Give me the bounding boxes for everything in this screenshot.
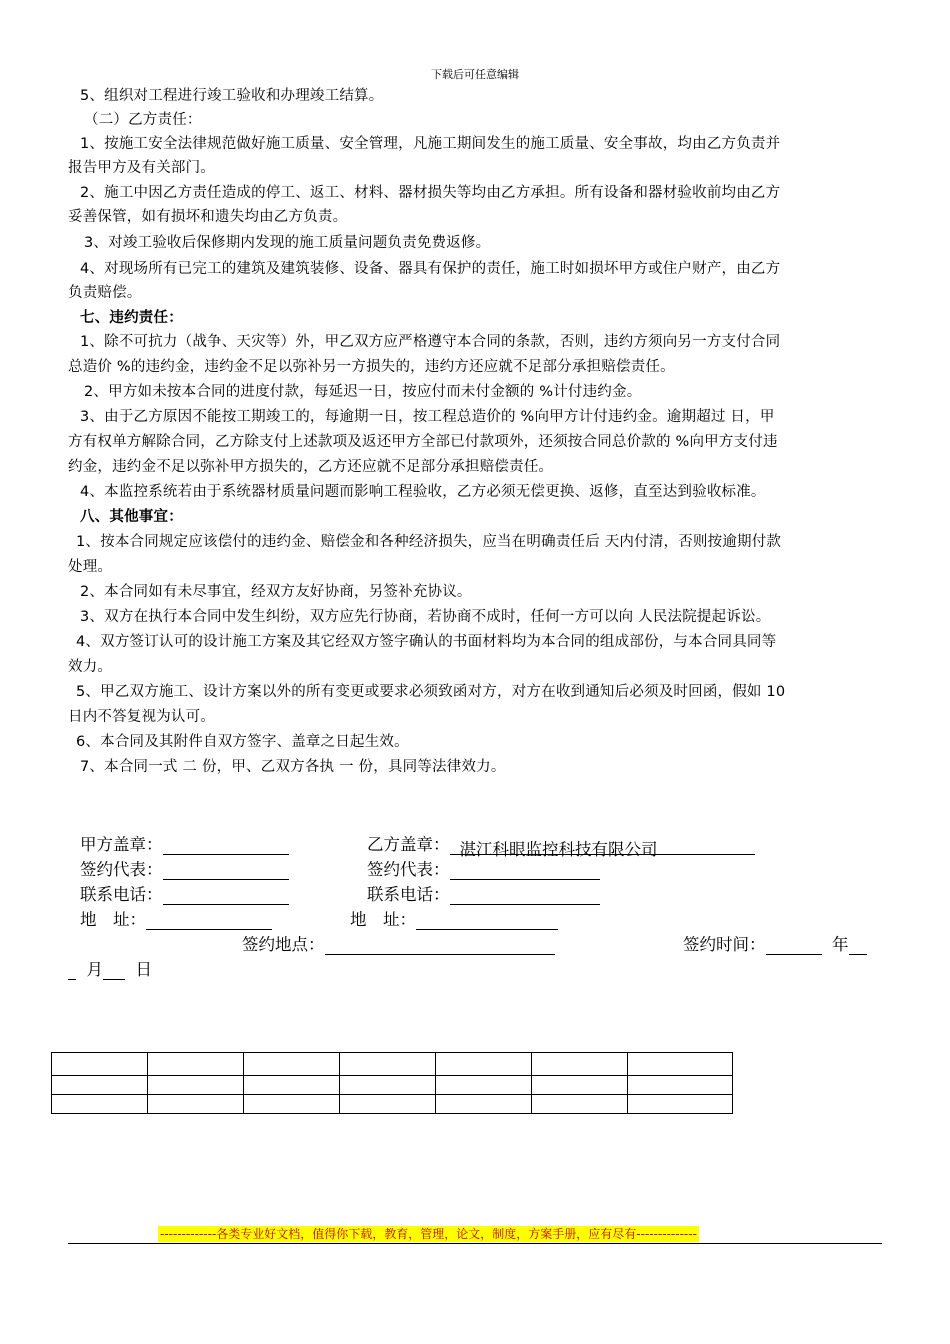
table-cell [340, 1076, 436, 1095]
text-line: 2、甲方如未按本合同的进度付款，每延迟一日，按应付而未付金额的 %计付违约金。 [84, 384, 642, 400]
table-cell [628, 1053, 733, 1076]
month-field-part[interactable] [849, 936, 867, 955]
table-cell [628, 1095, 733, 1114]
section-subheading: （二）乙方责任： [84, 112, 202, 128]
party-a-address-field[interactable] [146, 911, 272, 930]
table-cell [244, 1076, 340, 1095]
party-b-rep-label: 签约代表： [367, 860, 450, 879]
signing-date-cont [68, 956, 152, 980]
table-cell [532, 1095, 628, 1114]
party-a-rep-field[interactable] [163, 861, 289, 880]
table-cell [148, 1053, 244, 1076]
text-line: 7、本合同一式 二 份，甲、乙双方各执 一 份，具同等法律效力。 [80, 759, 506, 775]
table-row [52, 1095, 733, 1114]
table-cell [148, 1076, 244, 1095]
section-heading: 七、违约责任： [80, 310, 183, 326]
table-cell [244, 1053, 340, 1076]
table-row [52, 1076, 733, 1095]
party-b-rep [367, 856, 600, 880]
text-line: 负责赔偿。 [68, 285, 142, 301]
text-line: 6、本合同及其附件自双方签字、盖章之日起生效。 [76, 734, 409, 750]
month-field[interactable] [68, 961, 76, 980]
party-a-rep-label: 签约代表： [80, 860, 163, 879]
text-line: 1、按施工安全法律规范做好施工质量、安全管理，凡施工期间发生的施工质量、安全事故，均由乙方负责并 [80, 136, 781, 152]
text-line: 约金，违约金不足以弥补甲方损失的，乙方还应就不足部分承担赔偿责任。 [68, 459, 554, 475]
party-b-phone-label: 联系电话： [367, 885, 450, 904]
table-cell [340, 1095, 436, 1114]
text-line: 日内不答复视为认可。 [68, 709, 215, 725]
signing-time-label: 签约时间： [683, 935, 766, 954]
table-cell [244, 1095, 340, 1114]
signing-time [683, 931, 867, 955]
text-line: 2、本合同如有未尽事宜，经双方友好协商，另签补充协议。 [80, 584, 472, 600]
text-line: 4、本监控系统若由于系统器材质量问题而影响工程验收，乙方必须无偿更换、返修，直至达到验收标准。 [80, 484, 766, 500]
table-cell [52, 1053, 148, 1076]
text-line: 1、按本合同规定应该偿付的违约金、赔偿金和各种经济损失，应当在明确责任后 天内付清，否则按逾期付款 [76, 534, 782, 550]
text-line: 3、对竣工验收后保修期内发现的施工质量问题负责免费返修。 [84, 235, 491, 251]
table-cell [436, 1053, 532, 1076]
table-cell [628, 1076, 733, 1095]
party-b-phone-field[interactable] [450, 886, 600, 905]
day-field[interactable] [103, 961, 125, 980]
text-line: 效力。 [68, 659, 113, 675]
text-line: 4、双方签订认可的设计施工方案及其它经双方签字确认的书面材料均为本合同的组成部份，与本合同具同等 [76, 634, 777, 650]
party-a-seal-field[interactable] [163, 836, 289, 855]
footer-divider [68, 1243, 882, 1244]
table-cell [52, 1095, 148, 1114]
text-line: 1、除不可抗力（战争、天灾等）外，甲乙双方应严格遵守本合同的条款，否则，违约方须向另一方支付合同 [80, 334, 781, 350]
text-line: 3、由于乙方原因不能按工期竣工的，每逾期一日，按工程总造价的 %向甲方计付违约金。逾期超过 日，甲 [80, 409, 775, 425]
month-label: 月 [86, 960, 103, 979]
table-cell [148, 1095, 244, 1114]
header-note: 下载后可任意编辑 [431, 68, 519, 81]
text-line: 5、甲乙双方施工、设计方案以外的所有变更或要求必须致函对方，对方在收到通知后必须及时回函，假如 10 [76, 684, 786, 700]
year-label: 年 [832, 935, 849, 954]
table-row [52, 1053, 733, 1076]
party-b-seal-field[interactable] [450, 836, 755, 859]
text-line: 总造价 %的违约金，违约金不足以弥补另一方损失的，违约方还应就不足部分承担赔偿责任。 [68, 359, 675, 375]
text-line: 5、组织对工程进行竣工验收和办理竣工结算。 [80, 88, 384, 104]
signing-place-label: 签约地点： [242, 935, 325, 954]
party-b-company: 湛江科眼监控科技有限公司 [459, 840, 658, 859]
day-label: 日 [135, 960, 152, 979]
party-b-seal [367, 831, 755, 859]
table-cell [532, 1076, 628, 1095]
text-line: 3、双方在执行本合同中发生纠纷，双方应先行协商，若协商不成时，任何一方可以向 人民法院提起诉讼。 [80, 609, 771, 625]
party-b-phone [367, 881, 600, 905]
footer-banner: -------------各类专业好文档，值得你下载，教育，管理，论文，制度，方案手册，应有尽有-------------- [160, 1227, 697, 1241]
section-heading: 八、其他事宜： [80, 509, 183, 525]
text-line: 2、施工中因乙方责任造成的停工、返工、材料、器材损失等均由乙方承担。所有设备和器材验收前均由乙方 [80, 185, 781, 201]
signing-place [242, 931, 555, 955]
table-cell [436, 1095, 532, 1114]
party-b-seal-label: 乙方盖章： [367, 835, 450, 854]
text-line: 方有权单方解除合同，乙方除支付上述款项及返还甲方全部已付款项外，还须按合同总价款的 %向甲方支付违 [68, 434, 778, 450]
year-field[interactable] [766, 936, 822, 955]
party-b-address [350, 906, 558, 930]
party-a-seal [80, 831, 289, 855]
table-cell [340, 1053, 436, 1076]
empty-table [51, 1052, 733, 1114]
party-a-seal-label: 甲方盖章： [80, 835, 163, 854]
party-b-address-field[interactable] [416, 911, 558, 930]
text-line: 妥善保管，如有损坏和遗失均由乙方负责。 [68, 209, 348, 225]
table-cell [436, 1076, 532, 1095]
party-b-address-label: 地 址： [350, 910, 416, 929]
party-a-phone-field[interactable] [163, 886, 289, 905]
party-a-address [80, 906, 272, 930]
party-a-address-label: 地 址： [80, 910, 146, 929]
text-line: 处理。 [68, 559, 113, 575]
signing-place-field[interactable] [325, 936, 555, 955]
party-a-phone-label: 联系电话： [80, 885, 163, 904]
party-a-rep [80, 856, 289, 880]
table-cell [532, 1053, 628, 1076]
party-b-rep-field[interactable] [450, 861, 600, 880]
table-cell [52, 1076, 148, 1095]
party-a-phone [80, 881, 289, 905]
text-line: 报告甲方及有关部门。 [68, 160, 215, 176]
text-line: 4、对现场所有已完工的建筑及建筑装修、设备、器具有保护的责任，施工时如损坏甲方或住户财产，由乙方 [80, 261, 781, 277]
